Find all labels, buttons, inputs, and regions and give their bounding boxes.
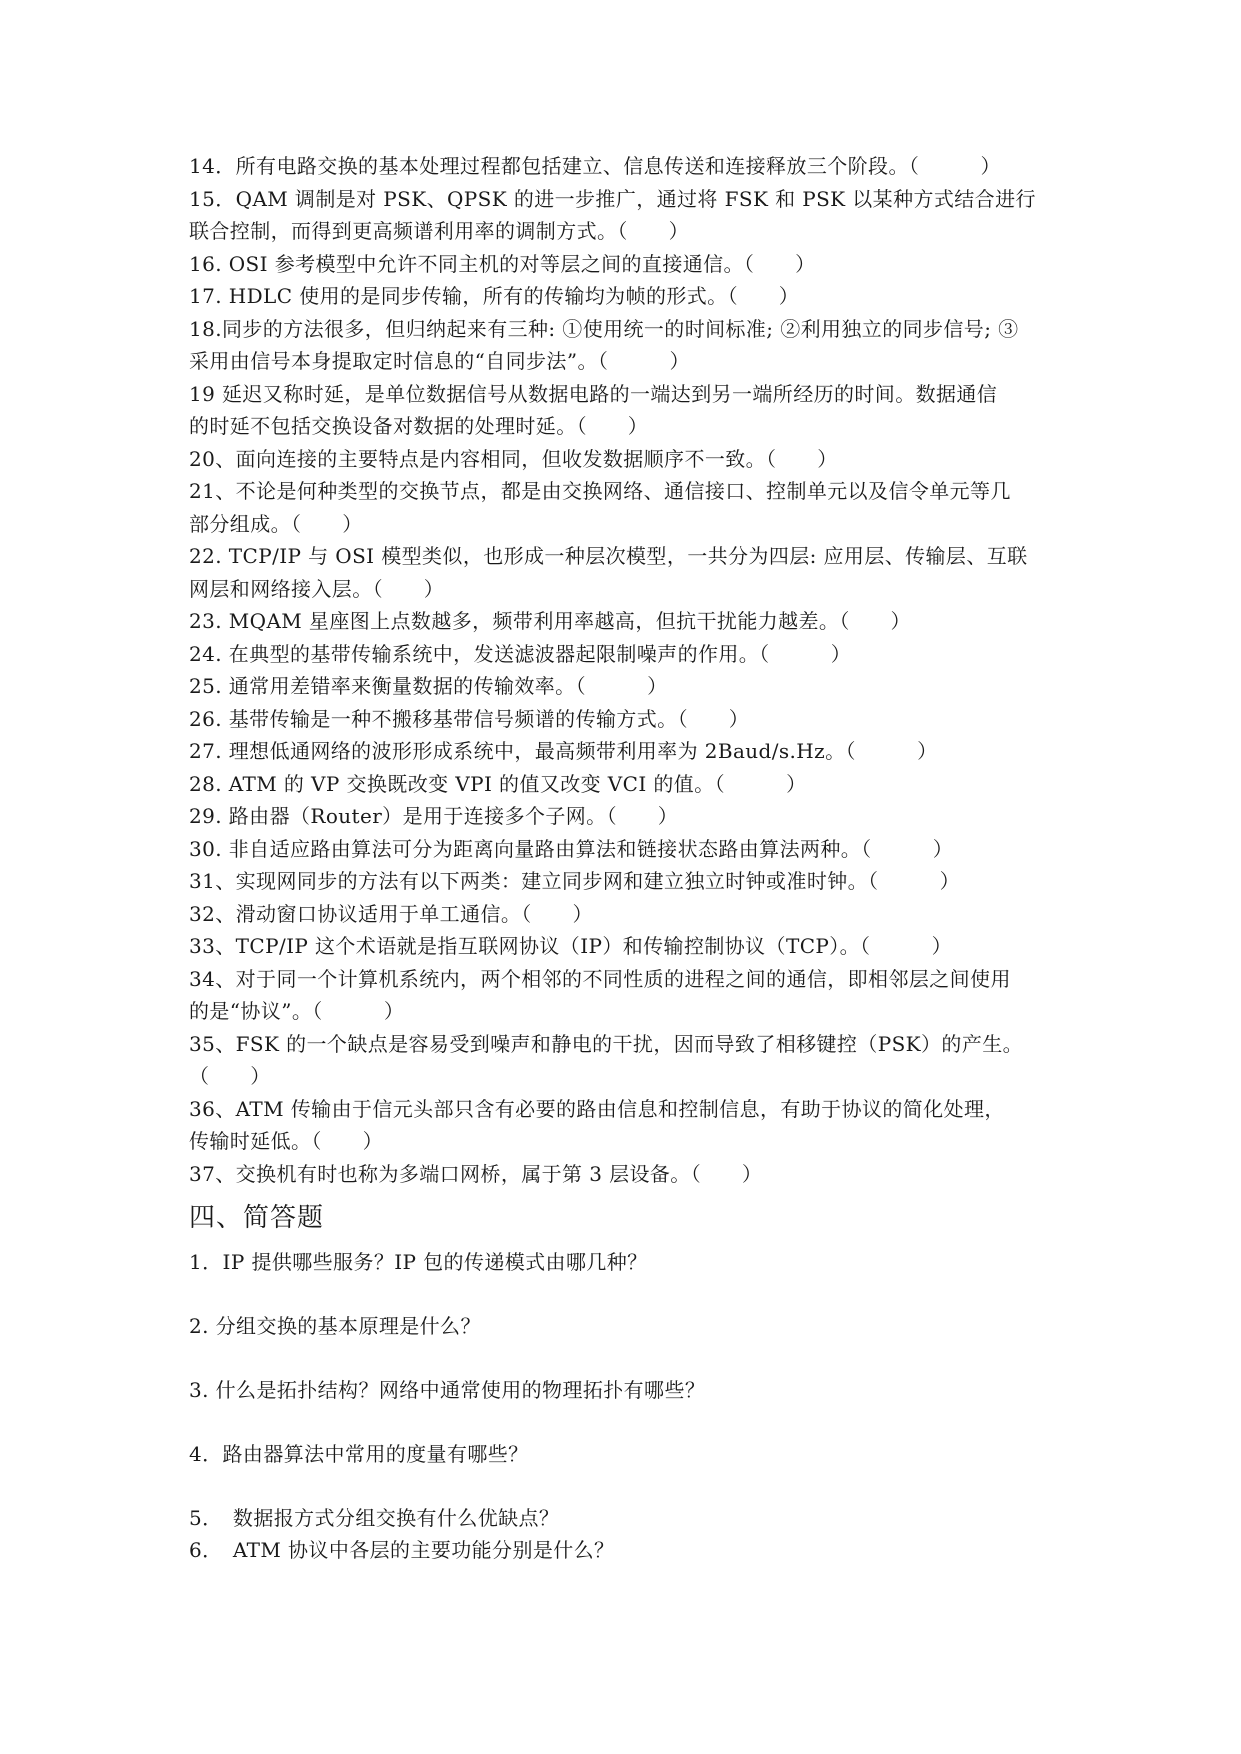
text-line: 19 延迟又称时延，是单位数据信号从数据电路的一端达到另一端所经历的时间。数据通信 xyxy=(189,381,998,406)
text-line: 29. 路由器（Router）是用于连接多个子网。（ ） xyxy=(189,804,679,828)
text-line: 35、FSK 的一个缺点是容易受到噪声和静电的干扰，因而导致了相移键控（PSK）的产生。 xyxy=(189,1031,1024,1056)
text-line: 31、实现网同步的方法有以下两类：建立同步网和建立独立时钟或准时钟。（ ） xyxy=(189,869,961,893)
question-item: 4．路由器算法中常用的度量有哪些？ xyxy=(189,1442,529,1466)
question-item: 1．IP 提供哪些服务？IP 包的传递模式由哪几种？ xyxy=(189,1250,648,1274)
answer-space xyxy=(189,1406,1055,1438)
text-line: 17. HDLC 使用的是同步传输，所有的传输均为帧的形式。（ ） xyxy=(189,284,800,308)
text-line: 网层和网络接入层。（ ） xyxy=(189,576,445,601)
answer-space xyxy=(189,1278,1055,1310)
text-line: 20、面向连接的主要特点是内容相同，但收发数据顺序不一致。（ ） xyxy=(189,446,838,471)
text-line: 33、TCP/IP 这个术语就是指互联网协议（IP）和传输控制协议（TCP）。（ ） xyxy=(189,934,953,958)
answer-space xyxy=(189,1470,1055,1502)
text-line: 28. ATM 的 VP 交换既改变 VPI 的值又改变 VCI 的值。（ ） xyxy=(189,771,807,796)
text-line: 30. 非自适应路由算法可分为距离向量路由算法和链接状态路由算法两种。（ ） xyxy=(189,836,954,861)
short-answer-section xyxy=(189,1246,1055,1566)
document-page xyxy=(189,150,1055,1566)
text-line: 26. 基带传输是一种不搬移基带信号频谱的传输方式。（ ） xyxy=(189,706,750,731)
section-title: 四、简答题 xyxy=(189,1203,325,1233)
text-line: 23. MQAM 星座图上点数越多，频带利用率越高，但抗干扰能力越差。（ ） xyxy=(189,609,911,633)
text-line: 的是“协议”。（ ） xyxy=(189,999,405,1023)
text-line: 16. OSI 参考模型中允许不同主机的对等层之间的直接通信。（ ） xyxy=(189,251,816,276)
question-item: 5． 数据报方式分组交换有什么优缺点？ xyxy=(189,1506,560,1530)
question-item: 6． ATM 协议中各层的主要功能分别是什么？ xyxy=(189,1538,615,1562)
text-line: 18.同步的方法很多，但归纳起来有三种: ①使用统一的时间标准; ②利用独立的同步信号; ③ xyxy=(189,316,1019,341)
text-line: 联合控制，而得到更高频谱利用率的调制方式。（ ） xyxy=(189,219,689,243)
text-line: 21、不论是何种类型的交换节点，都是由交换网络、通信接口、控制单元以及信令单元等几 xyxy=(189,479,1011,503)
true-false-section xyxy=(189,150,1055,1190)
text-line: 36、ATM 传输由于信元头部只含有必要的路由信息和控制信息，有助于协议的简化处理， xyxy=(189,1096,1005,1121)
answer-space xyxy=(189,1342,1055,1374)
text-line: （ ） xyxy=(189,1064,271,1088)
text-line: 22. TCP/IP 与 OSI 模型类似，也形成一种层次模型，一共分为四层: 应用层、传输层、互联 xyxy=(189,544,1028,568)
text-line: 15．QAM 调制是对 PSK、QPSK 的进一步推广，通过将 FSK 和 PSK 以某种方式结合进行 xyxy=(189,186,1036,211)
question-item: 2. 分组交换的基本原理是什么？ xyxy=(189,1314,481,1338)
text-line: 32、滑动窗口协议适用于单工通信。（ ） xyxy=(189,901,593,926)
text-line: 25. 通常用差错率来衡量数据的传输效率。（ ） xyxy=(189,674,668,698)
text-line: 的时延不包括交换设备对数据的处理时延。（ ） xyxy=(189,414,649,438)
text-line: 24. 在典型的基带传输系统中，发送滤波器起限制噪声的作用。（ ） xyxy=(189,641,852,666)
text-line: 37、交换机有时也称为多端口网桥，属于第 3 层设备。（ ） xyxy=(189,1161,763,1186)
text-line: 27. 理想低通网络的波形形成系统中，最高频带利用率为 2Baud/s.Hz。（ ） xyxy=(189,739,938,763)
text-line: 采用由信号本身提取定时信息的“自同步法”。（ ） xyxy=(189,349,690,373)
text-line: 传输时延低。（ ） xyxy=(189,1129,383,1153)
question-item: 3. 什么是拓扑结构？网络中通常使用的物理拓扑有哪些？ xyxy=(189,1378,706,1402)
text-line: 34、对于同一个计算机系统内，两个相邻的不同性质的进程之间的通信，即相邻层之间使用 xyxy=(189,966,1011,991)
text-line: 部分组成。（ ） xyxy=(189,511,363,536)
text-line: 14．所有电路交换的基本处理过程都包括建立、信息传送和连接释放三个阶段。（ ） xyxy=(189,154,1001,178)
